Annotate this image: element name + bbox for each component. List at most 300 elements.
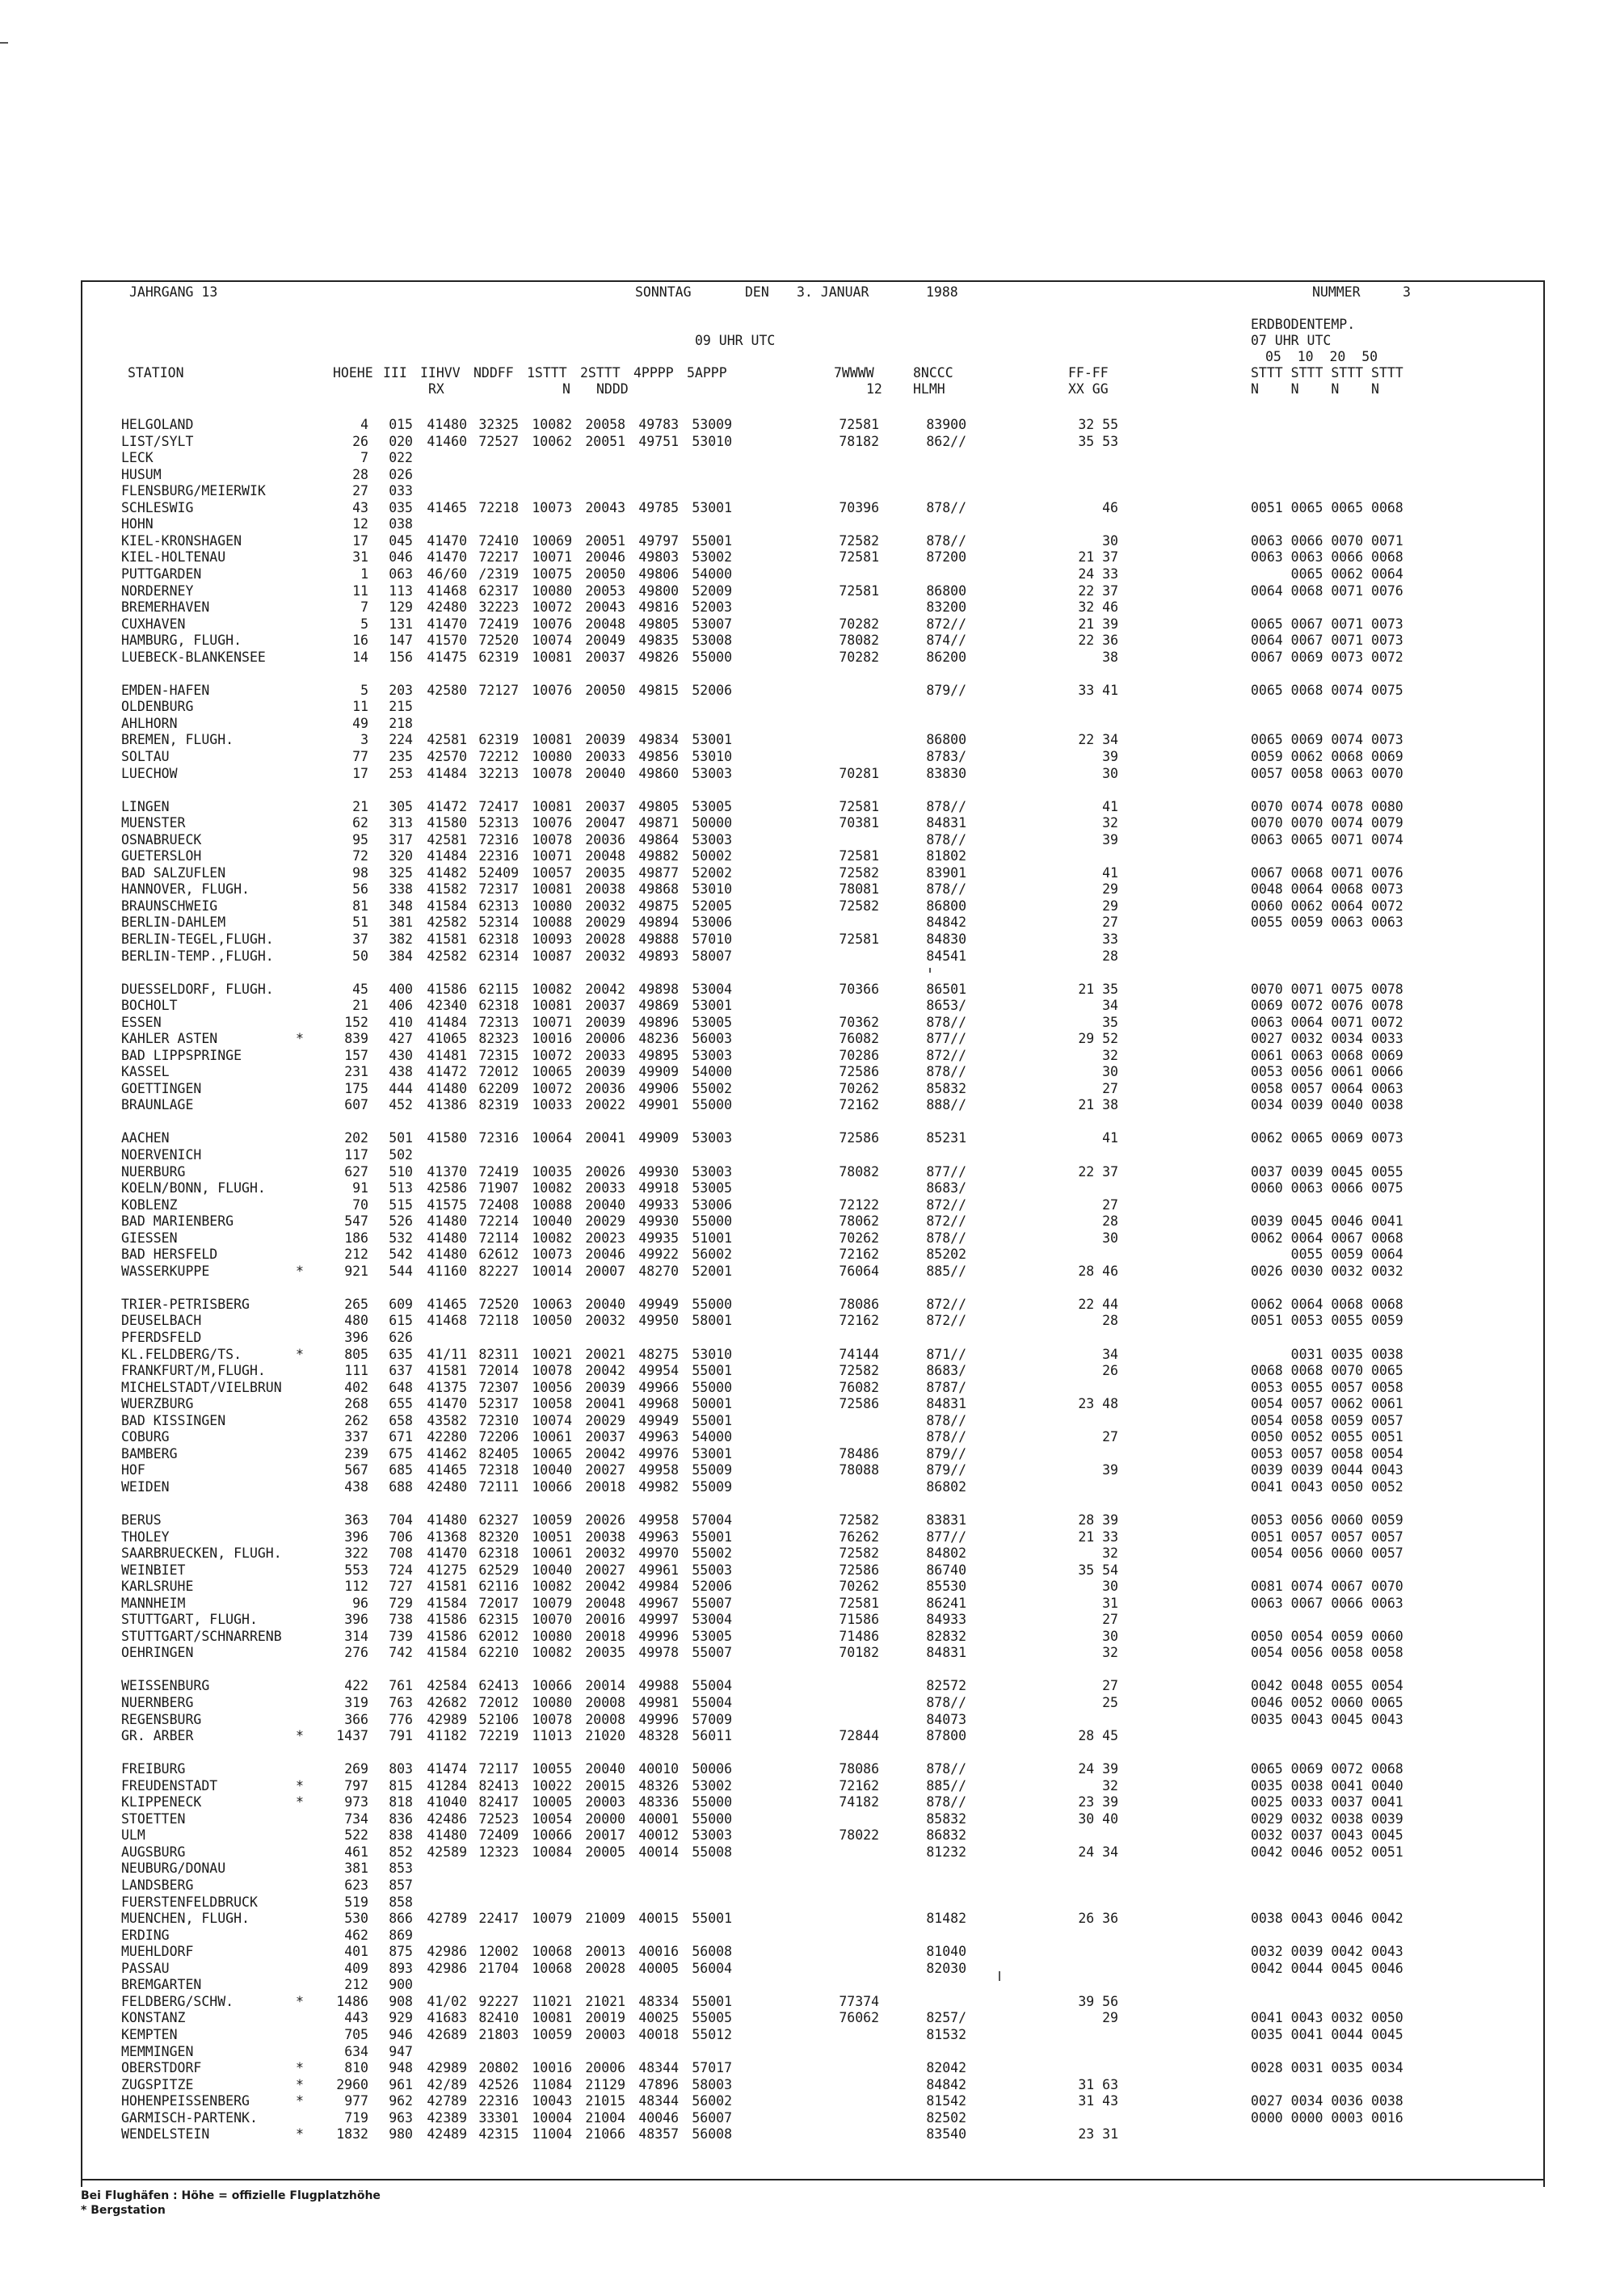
cell-soil: 0065 0062 0064: [1251, 566, 1403, 582]
mountain-station-marker: *: [296, 2060, 304, 2076]
cell-iihvv: 42689: [427, 2026, 467, 2042]
cell-ff: 28: [1102, 1313, 1118, 1329]
cell-hoehe: 634: [344, 2043, 368, 2059]
station-name: MUENCHEN, FLUGH.: [121, 1911, 250, 1927]
cell-p4: 49970: [638, 1545, 679, 1562]
station-name: BERLIN-DAHLEM: [121, 915, 226, 931]
cell-nddff: 12323: [478, 1844, 519, 1860]
cell-ff: 41: [1102, 1130, 1118, 1146]
station-name: WEIDEN: [121, 1478, 170, 1495]
cell-p4: 49888: [638, 931, 679, 947]
cell-s1: 10080: [532, 1628, 572, 1644]
cell-s2: 20037: [585, 998, 625, 1014]
station-name: NUERNBERG: [121, 1695, 194, 1710]
weekday: SONNTAG: [635, 284, 692, 300]
cell-p4: 49800: [638, 582, 679, 599]
cell-s1: 10081: [532, 2010, 572, 2026]
station-name: PUTTGARDEN: [121, 566, 202, 582]
cell-ff: 21 38: [1078, 1097, 1118, 1113]
cell-iihvv: 41470: [427, 1545, 467, 1562]
cell-ff: 22 36: [1078, 633, 1118, 649]
cell-s2: 20018: [585, 1628, 625, 1644]
cell-w7: 70286: [839, 1047, 879, 1063]
cell-s1: 10081: [532, 798, 572, 814]
station-name: FRANKFURT/M,FLUGH.: [121, 1363, 266, 1379]
cell-iii: 203: [389, 682, 413, 698]
cell-iii: 381: [389, 915, 413, 931]
cell-soil: 0057 0058 0063 0070: [1251, 765, 1403, 781]
cell-nddff: 62313: [478, 898, 519, 914]
cell-a5: 55009: [692, 1478, 732, 1495]
station-name: HAMBURG, FLUGH.: [121, 633, 242, 649]
cell-nddff: 72219: [478, 1728, 519, 1744]
cell-soil: 0048 0064 0068 0073: [1251, 881, 1403, 898]
station-name: STUTTGART/SCHNARRENB: [121, 1628, 282, 1644]
cell-soil: 0060 0062 0064 0072: [1251, 898, 1403, 914]
cell-soil: 0062 0064 0067 0068: [1251, 1230, 1403, 1246]
cell-hoehe: 31: [352, 549, 368, 566]
cell-iii: 658: [389, 1412, 413, 1428]
year: 1988: [926, 284, 958, 300]
cell-p4: 49968: [638, 1396, 679, 1412]
cell-iii: 724: [389, 1562, 413, 1578]
soil-temp-title: ERDBODENTEMP.: [1251, 317, 1356, 332]
cell-n8: 871//: [926, 1346, 966, 1362]
cell-ff: 39: [1102, 831, 1118, 847]
station-name: HUSUM: [121, 466, 162, 482]
station-name: LECK: [121, 450, 154, 466]
cell-w7: 78182: [839, 433, 879, 449]
cell-nddff: 32213: [478, 765, 519, 781]
cell-hoehe: 21: [352, 798, 368, 814]
cell-p4: 40014: [638, 1844, 679, 1860]
cell-p4: 48326: [638, 1777, 679, 1793]
cell-s1: 10040: [532, 1462, 572, 1478]
cell-s2: 20040: [585, 1296, 625, 1312]
cell-iii: 026: [389, 466, 413, 482]
cell-w7: 70281: [839, 765, 879, 781]
cell-nddff: 62318: [478, 998, 519, 1014]
cell-a5: 55009: [692, 1462, 732, 1478]
cell-p4: 40015: [638, 1911, 679, 1927]
cell-n8: 862//: [926, 433, 966, 449]
cell-iihvv: 41480: [427, 1827, 467, 1844]
cell-iihvv: 41040: [427, 1794, 467, 1810]
cell-nddff: 82311: [478, 1346, 519, 1362]
cell-a5: 53007: [692, 616, 732, 632]
cell-hoehe: 2960: [336, 2076, 368, 2092]
cell-soil: 0064 0068 0071 0076: [1251, 582, 1403, 599]
cell-hoehe: 705: [344, 2026, 368, 2042]
cell-ff: 35 54: [1078, 1562, 1118, 1578]
cell-s2: 20039: [585, 1379, 625, 1395]
cell-nddff: 72217: [478, 549, 519, 566]
cell-ff: 38: [1102, 649, 1118, 665]
cell-iihvv: 41284: [427, 1777, 467, 1793]
cell-n8: 85231: [926, 1130, 966, 1146]
cell-iii: 853: [389, 1861, 413, 1877]
cell-a5: 58001: [692, 1313, 732, 1329]
cell-hoehe: 81: [352, 898, 368, 914]
cell-hoehe: 56: [352, 881, 368, 898]
station-name: BOCHOLT: [121, 998, 178, 1014]
cell-s1: 10081: [532, 881, 572, 898]
cell-nddff: 52317: [478, 1396, 519, 1412]
cell-iihvv: 41468: [427, 1313, 467, 1329]
cell-nddff: 62012: [478, 1628, 519, 1644]
cell-iihvv: 41460: [427, 433, 467, 449]
col-7wwww-sub: 12: [866, 381, 882, 397]
cell-a5: 55000: [692, 1097, 732, 1113]
cell-a5: 55000: [692, 1213, 732, 1230]
cell-ff: 27: [1102, 1429, 1118, 1445]
cell-s2: 20047: [585, 815, 625, 831]
station-name: KASSEL: [121, 1064, 170, 1080]
cell-iii: 615: [389, 1313, 413, 1329]
cell-a5: 53005: [692, 1014, 732, 1030]
col-1sttt: 1STTT: [527, 365, 567, 381]
mountain-station-marker: *: [296, 1263, 304, 1279]
cell-a5: 57009: [692, 1711, 732, 1727]
cell-n8: 877//: [926, 1031, 966, 1047]
cell-w7: 70262: [839, 1230, 879, 1246]
cell-w7: 71586: [839, 1612, 879, 1628]
cell-a5: 53003: [692, 765, 732, 781]
station-name: LINGEN: [121, 798, 170, 814]
cell-iii: 510: [389, 1163, 413, 1180]
cell-s2: 20042: [585, 1363, 625, 1379]
cell-n8: 84831: [926, 1396, 966, 1412]
cell-hoehe: 522: [344, 1827, 368, 1844]
cell-nddff: 62413: [478, 1678, 519, 1694]
cell-n8: 878//: [926, 1412, 966, 1428]
cell-p4: 49930: [638, 1163, 679, 1180]
cell-hoehe: 7: [360, 450, 368, 466]
cell-p4: 49966: [638, 1379, 679, 1395]
col-station: STATION: [128, 365, 184, 381]
cell-soil: 0053 0057 0058 0054: [1251, 1445, 1403, 1461]
cell-n8: 81802: [926, 848, 966, 864]
cell-n8: 878//: [926, 1695, 966, 1710]
cell-ff: 27: [1102, 1678, 1118, 1694]
cell-iii: 410: [389, 1014, 413, 1030]
cell-s2: 20036: [585, 831, 625, 847]
cell-soil: 0058 0057 0064 0063: [1251, 1080, 1403, 1096]
cell-s1: 10082: [532, 1579, 572, 1595]
cell-hoehe: 530: [344, 1911, 368, 1927]
cell-soil: 0065 0067 0071 0073: [1251, 616, 1403, 632]
cell-ff: 23 31: [1078, 2126, 1118, 2143]
cell-nddff: /2319: [478, 566, 519, 582]
cell-p4: 49963: [638, 1529, 679, 1545]
cell-soil: 0081 0074 0067 0070: [1251, 1579, 1403, 1595]
cell-s2: 20040: [585, 765, 625, 781]
cell-hoehe: 461: [344, 1844, 368, 1860]
cell-p4: 49961: [638, 1562, 679, 1578]
cell-soil: 0032 0039 0042 0043: [1251, 1944, 1403, 1960]
cell-s1: 10064: [532, 1130, 572, 1146]
cell-n8: 84831: [926, 815, 966, 831]
cell-ff: 29 52: [1078, 1031, 1118, 1047]
station-name: WASSERKUPPE: [121, 1263, 210, 1279]
station-name: HOHENPEISSENBERG: [121, 2093, 250, 2109]
den-label: DEN: [745, 284, 769, 300]
cell-p4: 49909: [638, 1130, 679, 1146]
station-name: BAD LIPPSPRINGE: [121, 1047, 242, 1063]
cell-nddff: 72419: [478, 1163, 519, 1180]
cell-iihvv: 41581: [427, 1363, 467, 1379]
cell-hoehe: 319: [344, 1695, 368, 1710]
cell-s1: 10078: [532, 1363, 572, 1379]
cell-p4: 49875: [638, 898, 679, 914]
cell-s2: 20028: [585, 931, 625, 947]
station-name: TRIER-PETRISBERG: [121, 1296, 250, 1312]
cell-s2: 20038: [585, 881, 625, 898]
cell-soil: 0063 0063 0066 0068: [1251, 549, 1403, 566]
cell-hoehe: 462: [344, 1927, 368, 1943]
cell-n8: 85530: [926, 1579, 966, 1595]
cell-soil: 0039 0045 0046 0041: [1251, 1213, 1403, 1230]
cell-hoehe: 480: [344, 1313, 368, 1329]
cell-iihvv: 41/11: [427, 1346, 467, 1362]
cell-s2: 20006: [585, 2060, 625, 2076]
station-name: REGENSBURG: [121, 1711, 202, 1727]
cell-iihvv: 41368: [427, 1529, 467, 1545]
cell-w7: 78081: [839, 881, 879, 898]
cell-p4: 49835: [638, 633, 679, 649]
cell-ff: 30: [1102, 1628, 1118, 1644]
cell-iihvv: 41480: [427, 1230, 467, 1246]
cell-iihvv: 42581: [427, 732, 467, 748]
cell-iihvv: 42489: [427, 2126, 467, 2143]
cell-iihvv: 41480: [427, 417, 467, 432]
cell-hoehe: 95: [352, 831, 368, 847]
cell-s2: 20028: [585, 1960, 625, 1976]
col-soil-n: N N N N: [1251, 381, 1379, 397]
cell-nddff: 72316: [478, 831, 519, 847]
cell-s2: 20013: [585, 1944, 625, 1960]
cell-a5: 53006: [692, 915, 732, 931]
cell-hoehe: 409: [344, 1960, 368, 1976]
cell-p4: 49988: [638, 1678, 679, 1694]
cell-w7: 72162: [839, 1097, 879, 1113]
cell-s2: 20040: [585, 1196, 625, 1213]
cell-hoehe: 1832: [336, 2126, 368, 2143]
cell-p4: 49834: [638, 732, 679, 748]
cell-s1: 10057: [532, 864, 572, 881]
cell-iihvv: 41182: [427, 1728, 467, 1744]
station-name: KIEL-KRONSHAGEN: [121, 532, 242, 549]
cell-iii: 320: [389, 848, 413, 864]
cell-soil: 0068 0068 0070 0065: [1251, 1363, 1403, 1379]
cell-iii: 875: [389, 1944, 413, 1960]
cell-p4: 47896: [638, 2076, 679, 2092]
cell-iii: 962: [389, 2093, 413, 2109]
station-name: KOELN/BONN, FLUGH.: [121, 1180, 266, 1196]
cell-hoehe: 381: [344, 1861, 368, 1877]
cell-a5: 55007: [692, 1645, 732, 1661]
cell-w7: 76064: [839, 1263, 879, 1279]
station-name: GIESSEN: [121, 1230, 178, 1246]
cell-s2: 20039: [585, 1014, 625, 1030]
cell-iii: 946: [389, 2026, 413, 2042]
cell-a5: 53003: [692, 1827, 732, 1844]
cell-nddff: 82323: [478, 1031, 519, 1047]
cell-a5: 55001: [692, 1529, 732, 1545]
station-name: KOBLENZ: [121, 1196, 178, 1213]
cell-w7: 72586: [839, 1130, 879, 1146]
cell-p4: 49950: [638, 1313, 679, 1329]
cell-w7: 70262: [839, 1080, 879, 1096]
cell-iii: 348: [389, 898, 413, 914]
cell-s1: 10087: [532, 948, 572, 964]
cell-ff: 26 36: [1078, 1911, 1118, 1927]
cell-soil: 0055 0059 0064: [1251, 1247, 1403, 1263]
station-name: SAARBRUECKEN, FLUGH.: [121, 1545, 282, 1562]
cell-w7: 76262: [839, 1529, 879, 1545]
cell-ff: 23 39: [1078, 1794, 1118, 1810]
stray-mark: [929, 968, 931, 973]
cell-w7: 74182: [839, 1794, 879, 1810]
cell-n8: 84073: [926, 1711, 966, 1727]
cell-n8: 84842: [926, 2076, 966, 2092]
cell-n8: 81040: [926, 1944, 966, 1960]
mountain-station-marker: *: [296, 2076, 304, 2092]
soil-temp-time: 07 UHR UTC: [1251, 333, 1332, 348]
cell-s2: 20050: [585, 566, 625, 582]
cell-a5: 52006: [692, 682, 732, 698]
cell-n8: 872//: [926, 616, 966, 632]
cell-iihvv: 41472: [427, 1064, 467, 1080]
cell-nddff: 72206: [478, 1429, 519, 1445]
cell-p4: 49895: [638, 1047, 679, 1063]
cell-iihvv: 41580: [427, 815, 467, 831]
station-name: ESSEN: [121, 1014, 162, 1030]
cell-ff: 26: [1102, 1363, 1118, 1379]
station-name: BERUS: [121, 1512, 162, 1528]
cell-nddff: 72114: [478, 1230, 519, 1246]
cell-s1: 10080: [532, 582, 572, 599]
cell-nddff: 72118: [478, 1313, 519, 1329]
cell-a5: 53001: [692, 732, 732, 748]
cell-iii: 742: [389, 1645, 413, 1661]
station-name: KLIPPENECK: [121, 1794, 202, 1810]
station-name: LIST/SYLT: [121, 433, 194, 449]
cell-iihvv: 46/60: [427, 566, 467, 582]
col-8nccc: 8NCCC: [913, 365, 953, 381]
cell-hoehe: 96: [352, 1595, 368, 1611]
cell-s1: 10016: [532, 1031, 572, 1047]
mountain-station-marker: *: [296, 1728, 304, 1744]
station-name: KAHLER ASTEN: [121, 1031, 218, 1047]
cell-a5: 50001: [692, 1396, 732, 1412]
station-name: KEMPTEN: [121, 2026, 178, 2042]
cell-iihvv: 41480: [427, 1080, 467, 1096]
station-name: OBERSTDORF: [121, 2060, 202, 2076]
cell-hoehe: 553: [344, 1562, 368, 1578]
station-name: MEMMINGEN: [121, 2043, 194, 2059]
col-nddff: NDDFF: [473, 365, 514, 381]
station-name: PASSAU: [121, 1960, 170, 1976]
station-name: BERLIN-TEGEL,FLUGH.: [121, 931, 274, 947]
cell-iii: 384: [389, 948, 413, 964]
cell-nddff: 52409: [478, 864, 519, 881]
cell-ff: 27: [1102, 1196, 1118, 1213]
station-name: WEISSENBURG: [121, 1678, 210, 1694]
station-name: MICHELSTADT/VIELBRUN: [121, 1379, 282, 1395]
cell-nddff: 92227: [478, 1993, 519, 2009]
cell-s2: 20050: [585, 682, 625, 698]
cell-a5: 55003: [692, 1562, 732, 1578]
cell-s1: 10082: [532, 417, 572, 432]
cell-w7: 72586: [839, 1396, 879, 1412]
cell-ff: 21 37: [1078, 549, 1118, 566]
cell-iii: 438: [389, 1064, 413, 1080]
cell-s2: 20026: [585, 1163, 625, 1180]
cell-iii: 038: [389, 516, 413, 532]
cell-iii: 544: [389, 1263, 413, 1279]
cell-iii: 430: [389, 1047, 413, 1063]
cell-hoehe: 519: [344, 1894, 368, 1910]
cell-s2: 20033: [585, 748, 625, 764]
cell-a5: 53010: [692, 748, 732, 764]
cell-a5: 57004: [692, 1512, 732, 1528]
cell-s2: 20014: [585, 1678, 625, 1694]
cell-s2: 20017: [585, 1827, 625, 1844]
cell-n8: 877//: [926, 1529, 966, 1545]
cell-nddff: 72214: [478, 1213, 519, 1230]
cell-n8: 8257/: [926, 2010, 966, 2026]
cell-iii: 704: [389, 1512, 413, 1528]
cell-iihvv: 42789: [427, 2093, 467, 2109]
cell-iii: 980: [389, 2126, 413, 2143]
cell-s2: 20029: [585, 1412, 625, 1428]
station-name: KONSTANZ: [121, 2010, 186, 2026]
cell-hoehe: 443: [344, 2010, 368, 2026]
cell-p4: 40025: [638, 2010, 679, 2026]
cell-nddff: 62327: [478, 1512, 519, 1528]
cell-iihvv: 41581: [427, 931, 467, 947]
cell-s2: 20029: [585, 1213, 625, 1230]
cell-ff: 32 55: [1078, 417, 1118, 432]
cell-a5: 55005: [692, 2010, 732, 2026]
cell-ff: 30: [1102, 532, 1118, 549]
cell-a5: 55012: [692, 2026, 732, 2042]
cell-s1: 10061: [532, 1545, 572, 1562]
cell-iii: 235: [389, 748, 413, 764]
cell-ff: 30: [1102, 1064, 1118, 1080]
cell-n8: 83901: [926, 864, 966, 881]
cell-iii: 727: [389, 1579, 413, 1595]
cell-n8: 86241: [926, 1595, 966, 1611]
cell-hoehe: 5: [360, 682, 368, 698]
cell-iii: 961: [389, 2076, 413, 2092]
mountain-station-marker: *: [296, 1993, 304, 2009]
cell-nddff: 62612: [478, 1247, 519, 1263]
cell-p4: 49949: [638, 1296, 679, 1312]
cell-w7: 70282: [839, 616, 879, 632]
cell-iii: 063: [389, 566, 413, 582]
cell-iihvv: 41386: [427, 1097, 467, 1113]
cell-soil: 0050 0052 0055 0051: [1251, 1429, 1403, 1445]
cell-ff: 28 45: [1078, 1728, 1118, 1744]
cell-n8: 87800: [926, 1728, 966, 1744]
cell-s1: 10021: [532, 1346, 572, 1362]
cell-iii: 929: [389, 2010, 413, 2026]
cell-hoehe: 27: [352, 483, 368, 499]
station-name: NORDERNEY: [121, 582, 194, 599]
cell-hoehe: 231: [344, 1064, 368, 1080]
